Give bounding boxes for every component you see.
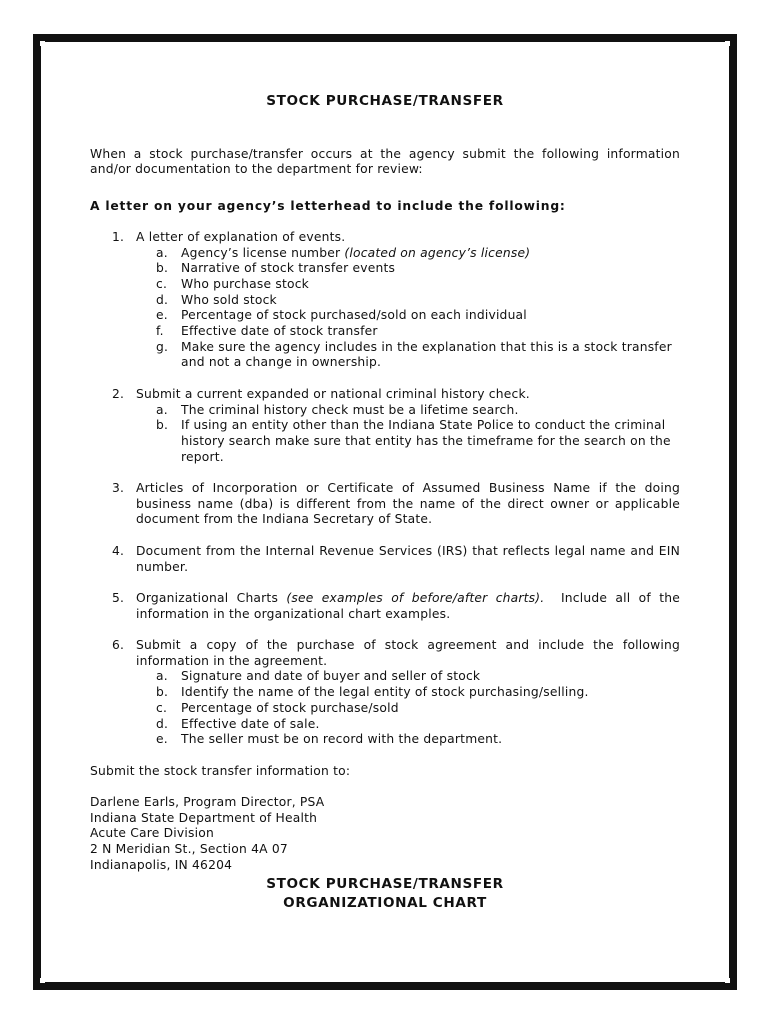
item-text-after: Include all of the information in the organizational chart examples. [136,590,685,621]
sub-item-text: Percentage of stock purchased/sold on each individual [181,308,527,323]
sub-list-item [136,685,680,701]
sub-item-letter: f. [156,324,164,339]
sub-item-letter: b. [156,418,169,433]
item-text: Submit a copy of the purchase of stock agreement and include the following information in the agreement. [136,638,680,668]
requirements-list [90,229,685,748]
sub-item-letter: a. [156,245,168,260]
sub-item-text: Percentage of stock purchase/sold [181,700,399,715]
address-line: Indiana State Department of Health [90,810,318,825]
sub-list [136,246,680,372]
item-number: 5. [112,590,125,605]
sub-list-item [136,324,680,340]
address-line: Indianapolis, IN 46204 [90,857,233,872]
address-line: Acute Care Division [90,826,214,841]
border-corner-top-right [725,34,737,46]
item-text: Document from the Internal Revenue Services (IRS) that reflects legal name and EIN number. [136,543,680,574]
list-item [90,387,680,466]
sub-list-item [136,701,680,717]
sub-item-text: Agency’s license number [181,245,345,260]
sub-item-letter: d. [156,292,169,307]
item-text: Organizational Charts [136,590,287,605]
page-border-left [33,42,41,982]
sub-list-item [136,246,680,262]
sub-item-text: Effective date of stock transfer [181,324,378,339]
page-title: STOCK PURCHASE/TRANSFER [266,93,504,109]
sub-item-text: The criminal history check must be a lifetime search. [181,402,519,417]
list-item [90,638,680,748]
sub-list-item [136,732,680,748]
letter-heading: A letter on your agency’s letterhead to include the following: [90,199,566,214]
chart-section-title: STOCK PURCHASE/TRANSFER [266,875,504,892]
sub-list [136,403,680,466]
page-border-bottom [40,982,730,990]
sub-item-text: Who purchase stock [181,276,309,291]
sub-item-letter: a. [156,669,168,684]
list-item [90,544,680,575]
border-corner-top-left [33,34,45,46]
document-page [90,93,685,912]
list-item [90,481,680,528]
sub-list-item [136,340,680,371]
sub-list-item [136,277,680,293]
sub-item-italic-note: (located on agency’s license) [344,245,531,260]
sub-item-text: Who sold stock [181,292,277,307]
item-number: 2. [112,386,125,401]
sub-item-letter: d. [156,716,169,731]
item-text: Articles of Incorporation or Certificate of Assumed Business Name if the doing business name (dba) is different from the name of the direct owner or applicable document from the Indiana Secretary of State. [136,481,680,527]
sub-list-item [136,293,680,309]
sub-item-letter: c. [156,700,168,715]
address-line: 2 N Meridian St., Section 4A 07 [90,842,288,857]
sub-item-text: Identify the name of the legal entity of stock purchasing/selling. [181,685,589,700]
item-number: 3. [112,481,125,496]
item-text: A letter of explanation of events. [136,229,346,244]
item-number: 6. [112,638,125,653]
chart-section-subtitle: ORGANIZATIONAL CHART [283,894,487,911]
submit-line: Submit the stock transfer information to: [90,763,351,778]
sub-list-item [136,669,680,685]
item-number: 4. [112,543,125,558]
item-number: 1. [112,229,125,244]
border-corner-bottom-right [725,978,737,990]
sub-item-letter: e. [156,308,168,323]
sub-item-letter: b. [156,685,169,700]
page-border-right [729,42,737,982]
sub-item-text: Narrative of stock transfer events [181,261,396,276]
sub-list-item [136,418,680,465]
sub-item-text: The seller must be on record with the department. [181,732,503,747]
sub-item-text: Signature and date of buyer and seller of stock [181,669,481,684]
sub-item-letter: b. [156,261,169,276]
sub-item-text: Make sure the agency includes in the explanation that this is a stock transfer and not a change in ownership. [181,339,672,370]
sub-item-letter: a. [156,402,168,417]
sub-item-text: Effective date of sale. [181,716,320,731]
sub-list-item [136,261,680,277]
list-item [90,590,685,622]
sub-list [136,669,680,748]
intro-paragraph: When a stock purchase/transfer occurs at the agency submit the following information and/or documentation to the department for review: [90,146,680,177]
border-corner-bottom-left [33,978,45,990]
sub-list-item [136,717,680,733]
sub-item-text: If using an entity other than the Indiana State Police to conduct the criminal history search make sure that entity has the timeframe for the search on the report. [181,418,671,464]
item-text: Submit a current expanded or national criminal history check. [136,386,530,401]
item-italic-note: (see examples of before/after charts). [286,590,545,605]
page-border-top [40,34,730,42]
sub-list-item [136,403,680,419]
sub-list-item [136,308,680,324]
sub-item-letter: c. [156,276,168,291]
list-item [90,230,680,371]
address-line: Darlene Earls, Program Director, PSA [90,795,325,810]
mailing-address [90,795,680,874]
sub-item-letter: e. [156,732,168,747]
sub-item-letter: g. [156,339,169,354]
